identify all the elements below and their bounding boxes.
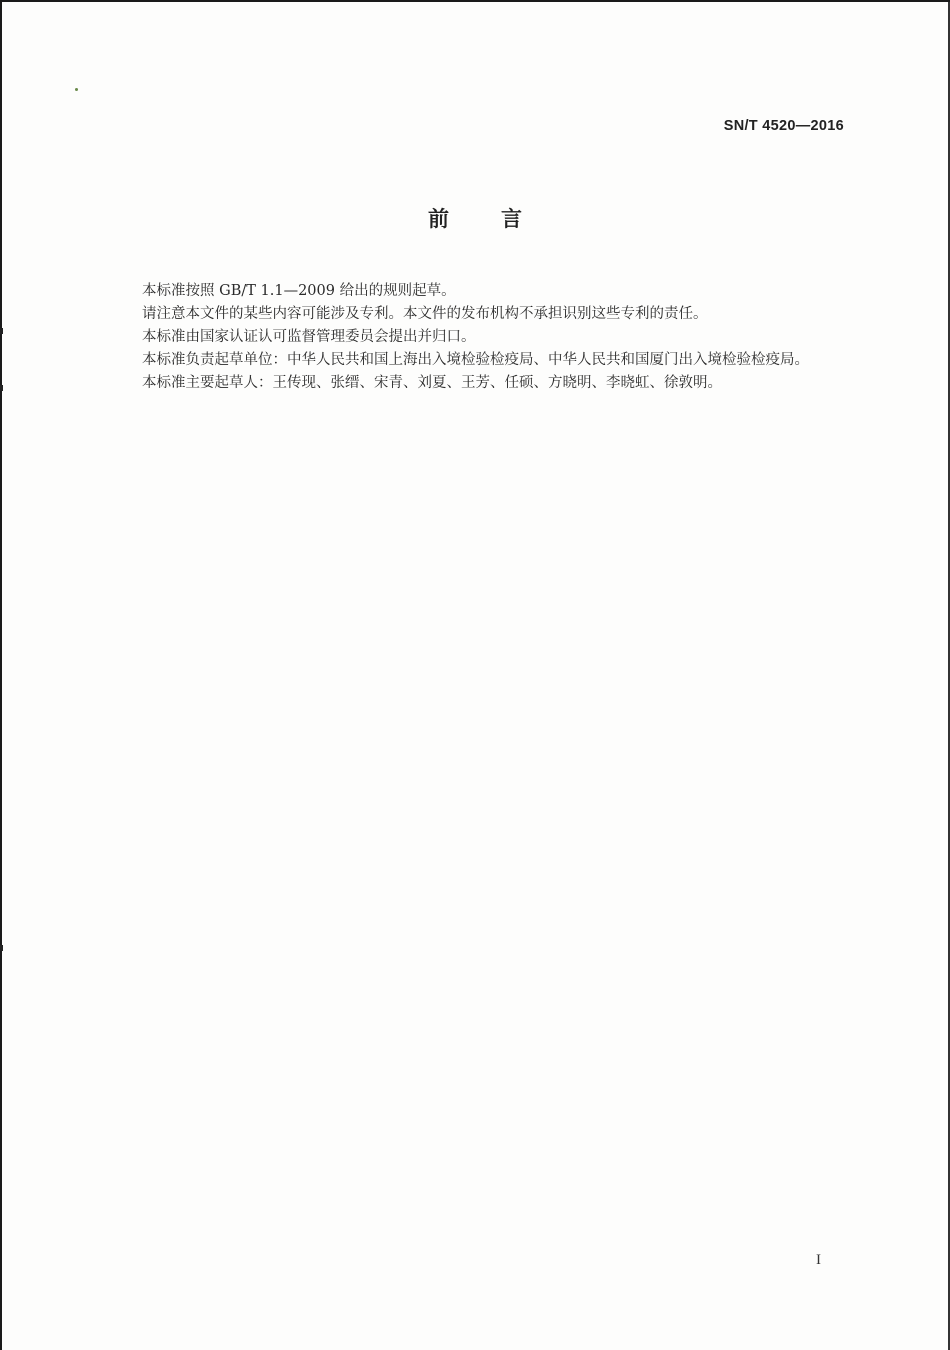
scan-speck [75,88,78,91]
paragraph: 本标准由国家认证认可监督管理委员会提出并归口。 [142,329,476,345]
paragraph: 本标准负责起草单位：中华人民共和国上海出入境检验检疫局、中华人民共和国厦门出入境检验检疫局。 [142,352,809,368]
page-number: I [816,1252,821,1268]
scan-edge-mark [0,328,3,334]
scan-edge-mark [0,385,3,391]
scan-edge-mark [0,945,3,951]
foreword-body [108,280,848,395]
paragraph: 本标准主要起草人：王传现、张缙、宋青、刘夏、王芳、任硕、方晓明、李晓虹、徐敦明。 [142,375,722,391]
standard-code: SN/T 4520—2016 [723,118,844,134]
paragraph: 请注意本文件的某些内容可能涉及专利。本文件的发布机构不承担识别这些专利的责任。 [142,306,708,322]
paragraph: 本标准按照 GB/T 1.1—2009 给出的规则起草。 [142,283,456,299]
page-title: 前言 [428,207,574,231]
